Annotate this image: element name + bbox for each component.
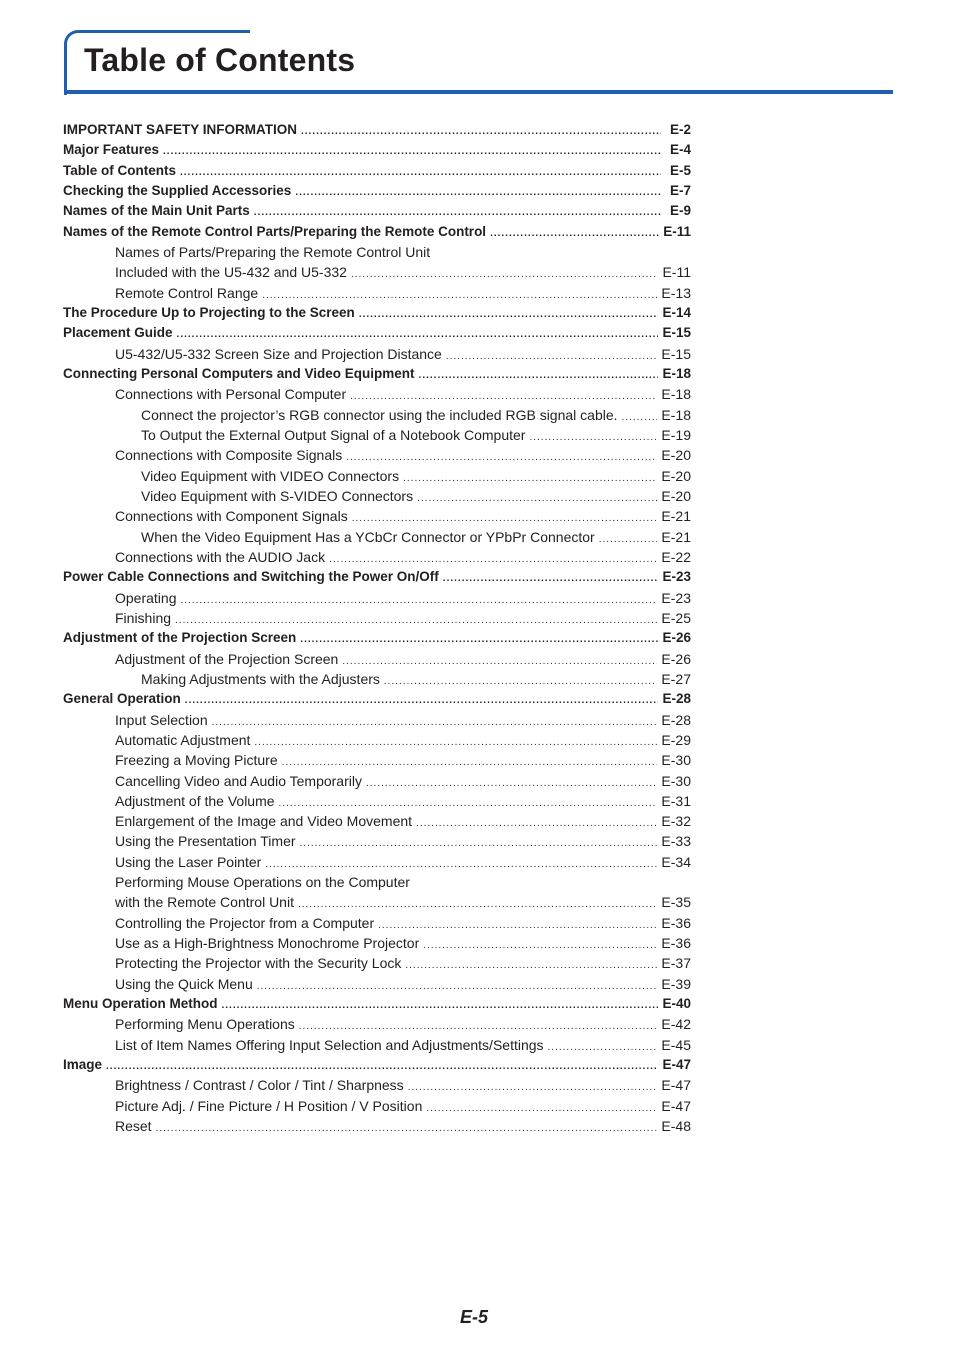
toc-entry[interactable] xyxy=(63,892,691,912)
toc-entry-page: E-18 xyxy=(661,406,691,423)
toc-entry-title: Reset xyxy=(115,1118,152,1135)
toc-leader-dots xyxy=(254,733,657,750)
toc-entry[interactable] xyxy=(63,649,691,669)
toc-entry-page: E-29 xyxy=(661,731,691,748)
toc-entry[interactable] xyxy=(63,181,691,201)
toc-entry-title: Adjustment of the Projection Screen xyxy=(63,630,297,646)
toc-entry-page: E-47 xyxy=(661,1097,691,1114)
toc-entry[interactable] xyxy=(63,486,691,506)
toc-entry-title: IMPORTANT SAFETY INFORMATION xyxy=(63,122,297,137)
toc-entry-page: E-18 xyxy=(661,386,691,403)
toc-entry[interactable] xyxy=(63,425,691,445)
toc-entry-title: Using the Quick Menu xyxy=(115,975,253,992)
toc-entry[interactable] xyxy=(63,628,691,648)
toc-leader-dots xyxy=(490,224,659,242)
toc-entry-title: Using the Laser Pointer xyxy=(115,853,262,870)
toc-entry-page: E-2 xyxy=(669,122,691,137)
toc-entry-title: General Operation xyxy=(63,691,181,707)
toc-entry-page: E-23 xyxy=(661,589,691,606)
toc-entry-page: E-15 xyxy=(661,345,691,362)
toc-leader-dots xyxy=(212,713,658,730)
toc-entry-title: Connect the projector’s RGB connector using the included RGB signal cable. xyxy=(141,406,618,423)
toc-leader-dots xyxy=(403,469,657,486)
toc-entry-title: Included with the U5-432 and U5-332 xyxy=(115,264,347,281)
toc-entry-page: E-18 xyxy=(662,365,691,381)
toc-entry-title: Adjustment of the Projection Screen xyxy=(115,650,339,667)
toc-entry-title: Protecting the Projector with the Security Lock xyxy=(115,955,402,972)
toc-leader-dots xyxy=(279,794,658,811)
toc-entry-page: E-47 xyxy=(661,1077,691,1094)
toc-entry-title: Connecting Personal Computers and Video Equipment xyxy=(63,365,415,381)
toc-entry-page: E-9 xyxy=(669,203,691,219)
page-number: E-5 xyxy=(460,1307,489,1327)
toc-entry-title: Names of the Main Unit Parts xyxy=(63,203,250,219)
toc-entry[interactable] xyxy=(63,242,691,262)
title-frame-fade xyxy=(250,27,950,35)
toc-entry[interactable] xyxy=(63,710,691,730)
toc-entry-page: E-32 xyxy=(661,813,691,830)
toc-entry[interactable] xyxy=(63,608,691,628)
toc-entry-page: E-15 xyxy=(662,325,691,341)
toc-entry[interactable] xyxy=(63,974,691,994)
toc-leader-dots xyxy=(180,163,661,181)
toc-leader-dots xyxy=(257,977,658,994)
toc-leader-dots xyxy=(443,569,659,587)
toc-entry[interactable] xyxy=(63,445,691,465)
toc-entry-page: E-45 xyxy=(661,1036,691,1053)
toc-entry[interactable] xyxy=(63,384,691,404)
toc-leader-dots xyxy=(265,855,657,872)
toc-entry[interactable] xyxy=(63,283,691,303)
toc-entry-title: When the Video Equipment Has a YCbCr Connector or YPbPr Connector xyxy=(141,528,595,545)
table-of-contents xyxy=(63,120,691,1136)
toc-entry-title: List of Item Names Offering Input Selection and Adjustments/Settings xyxy=(115,1036,544,1053)
toc-entry-page: E-28 xyxy=(662,691,691,707)
toc-leader-dots xyxy=(548,1038,658,1055)
toc-leader-dots xyxy=(599,530,658,547)
toc-leader-dots xyxy=(359,305,659,323)
toc-leader-dots xyxy=(299,1017,658,1034)
toc-entry-page: E-30 xyxy=(661,772,691,789)
toc-entry-title: Connections with the AUDIO Jack xyxy=(115,548,326,565)
toc-entry-title: Performing Mouse Operations on the Computer xyxy=(115,874,410,891)
toc-entry[interactable] xyxy=(63,567,691,587)
toc-entry-page: E-36 xyxy=(661,935,691,952)
toc-entry[interactable] xyxy=(63,344,691,364)
toc-entry-title: Enlargement of the Image and Video Movement xyxy=(115,813,413,830)
toc-entry-page: E-28 xyxy=(661,711,691,728)
toc-entry-page: E-30 xyxy=(661,752,691,769)
toc-leader-dots xyxy=(156,1119,658,1136)
toc-entry[interactable] xyxy=(63,994,691,1014)
toc-entry-title: U5-432/U5-332 Screen Size and Projection Distance xyxy=(115,345,442,362)
toc-entry-title: Using the Presentation Timer xyxy=(115,833,296,850)
toc-entry-page: E-11 xyxy=(663,223,691,239)
toc-entry-title: Picture Adj. / Fine Picture / H Position / V Position xyxy=(115,1097,423,1114)
toc-leader-dots xyxy=(254,203,661,221)
toc-entry-title: Input Selection xyxy=(115,711,208,728)
toc-entry-page: E-11 xyxy=(662,264,691,281)
toc-entry[interactable] xyxy=(63,161,691,181)
toc-entry-page: E-19 xyxy=(661,426,691,443)
toc-entry-page: E-47 xyxy=(662,1057,691,1073)
toc-entry-title: Connections with Personal Computer xyxy=(115,386,347,403)
toc-leader-dots xyxy=(378,916,657,933)
toc-entry-title: Menu Operation Method xyxy=(63,996,218,1012)
toc-entry-page: E-20 xyxy=(661,447,691,464)
toc-entry-title: Automatic Adjustment xyxy=(115,731,251,748)
toc-entry[interactable] xyxy=(63,811,691,831)
toc-leader-dots xyxy=(426,1099,657,1116)
toc-entry-page: E-26 xyxy=(661,650,691,667)
toc-entry-title: with the Remote Control Unit xyxy=(115,894,294,911)
toc-leader-dots xyxy=(351,265,659,282)
toc-entry-page: E-13 xyxy=(661,284,691,301)
toc-entry-page: E-31 xyxy=(661,792,691,809)
toc-leader-dots xyxy=(384,672,658,689)
toc-entry-title: Freezing a Moving Picture xyxy=(115,752,278,769)
toc-entry-page: E-21 xyxy=(661,528,691,545)
toc-entry[interactable] xyxy=(63,323,691,343)
toc-entry[interactable] xyxy=(63,791,691,811)
toc-entry[interactable] xyxy=(63,1075,691,1095)
toc-entry-page: E-33 xyxy=(661,833,691,850)
toc-entry-title: Checking the Supplied Accessories xyxy=(63,182,292,198)
toc-entry-page: E-40 xyxy=(662,996,691,1012)
toc-entry-page: E-5 xyxy=(669,162,691,178)
toc-entry-title: Power Cable Connections and Switching the Power On/Off xyxy=(63,569,439,585)
toc-entry-title: Finishing xyxy=(115,609,172,626)
toc-entry[interactable] xyxy=(63,222,691,242)
toc-entry[interactable] xyxy=(63,527,691,547)
title-underline xyxy=(64,90,893,94)
toc-entry[interactable] xyxy=(63,588,691,608)
toc-entry[interactable] xyxy=(63,201,691,221)
toc-entry-title: The Procedure Up to Projecting to the Screen xyxy=(63,304,355,320)
toc-entry-page: E-4 xyxy=(669,142,691,158)
toc-entry-page: E-23 xyxy=(662,569,691,585)
toc-entry-title: Cancelling Video and Audio Temporarily xyxy=(115,772,362,789)
toc-entry-page: E-7 xyxy=(669,182,691,198)
toc-entry[interactable] xyxy=(63,689,691,709)
toc-entry[interactable] xyxy=(63,831,691,851)
toc-entry-title: Adjustment of the Volume xyxy=(115,792,275,809)
toc-entry[interactable] xyxy=(63,120,691,140)
toc-leader-dots xyxy=(329,550,657,567)
toc-leader-dots xyxy=(366,774,657,791)
toc-leader-dots xyxy=(175,611,657,628)
toc-entry[interactable] xyxy=(63,303,691,323)
toc-entry[interactable] xyxy=(63,750,691,770)
toc-entry-title: Operating xyxy=(115,589,177,606)
toc-entry-title: Brightness / Contrast / Color / Tint / Sharpness xyxy=(115,1077,404,1094)
toc-entry[interactable] xyxy=(63,1014,691,1034)
toc-entry-page: E-48 xyxy=(661,1118,691,1135)
toc-leader-dots xyxy=(180,591,657,608)
toc-entry-title: Performing Menu Operations xyxy=(115,1016,295,1033)
toc-entry-title: Image xyxy=(63,1057,103,1073)
toc-entry[interactable] xyxy=(63,364,691,384)
toc-leader-dots xyxy=(177,325,659,343)
toc-leader-dots xyxy=(222,996,659,1014)
toc-leader-dots xyxy=(529,428,657,445)
page-title: Table of Contents xyxy=(84,42,356,78)
toc-entry-title: Controlling the Projector from a Computer xyxy=(115,914,375,931)
toc-leader-dots xyxy=(282,753,658,770)
toc-entry-title: Connections with Component Signals xyxy=(115,508,348,525)
toc-entry[interactable] xyxy=(63,1116,691,1136)
toc-leader-dots xyxy=(300,630,658,648)
toc-leader-dots xyxy=(622,408,658,425)
toc-entry-title: Names of the Remote Control Parts/Preparing the Remote Control xyxy=(63,223,487,239)
toc-leader-dots xyxy=(419,366,659,384)
toc-leader-dots xyxy=(298,895,657,912)
toc-entry-title: Video Equipment with S-VIDEO Connectors xyxy=(141,487,414,504)
toc-leader-dots xyxy=(446,347,658,364)
toc-leader-dots xyxy=(408,1078,658,1095)
toc-entry[interactable] xyxy=(63,140,691,160)
toc-entry-title: To Output the External Output Signal of a Notebook Computer xyxy=(141,426,526,443)
toc-entry-page: E-27 xyxy=(661,670,691,687)
toc-leader-dots xyxy=(301,122,661,140)
toc-entry[interactable] xyxy=(63,669,691,689)
toc-entry[interactable] xyxy=(63,547,691,567)
toc-entry[interactable] xyxy=(63,913,691,933)
toc-entry-title: Connections with Composite Signals xyxy=(115,447,343,464)
toc-entry[interactable] xyxy=(63,771,691,791)
toc-leader-dots xyxy=(417,489,657,506)
toc-entry-page: E-35 xyxy=(661,894,691,911)
toc-leader-dots xyxy=(262,286,657,303)
toc-leader-dots xyxy=(346,448,657,465)
toc-entry-title: Video Equipment with VIDEO Connectors xyxy=(141,467,400,484)
toc-entry[interactable] xyxy=(63,262,691,282)
toc-leader-dots xyxy=(352,509,658,526)
toc-entry-page: E-37 xyxy=(661,955,691,972)
toc-entry[interactable] xyxy=(63,953,691,973)
toc-entry-title: Use as a High-Brightness Monochrome Projector xyxy=(115,935,420,952)
toc-entry-page: E-42 xyxy=(661,1016,691,1033)
toc-leader-dots xyxy=(163,142,661,160)
toc-entry[interactable] xyxy=(63,506,691,526)
toc-entry-page: E-14 xyxy=(662,304,691,320)
toc-leader-dots xyxy=(185,691,659,709)
toc-entry-page: E-34 xyxy=(661,853,691,870)
toc-entry-title: Placement Guide xyxy=(63,325,173,341)
toc-entry[interactable] xyxy=(63,1096,691,1116)
toc-entry[interactable] xyxy=(63,405,691,425)
toc-leader-dots xyxy=(416,814,657,831)
toc-entry-page: E-39 xyxy=(661,975,691,992)
toc-leader-dots xyxy=(106,1057,658,1075)
toc-entry[interactable] xyxy=(63,1055,691,1075)
toc-leader-dots xyxy=(300,834,658,851)
toc-entry-title: Table of Contents xyxy=(63,162,176,178)
toc-entry-page: E-25 xyxy=(661,609,691,626)
toc-leader-dots xyxy=(295,183,661,201)
toc-entry[interactable] xyxy=(63,872,691,892)
toc-leader-dots xyxy=(350,387,657,404)
toc-entry[interactable] xyxy=(63,933,691,953)
toc-entry-title: Remote Control Range xyxy=(115,284,259,301)
toc-entry-page: E-22 xyxy=(661,548,691,565)
toc-entry-title: Making Adjustments with the Adjusters xyxy=(141,670,380,687)
toc-entry-page: E-20 xyxy=(661,487,691,504)
toc-entry-title: Names of Parts/Preparing the Remote Control Unit xyxy=(115,243,431,260)
toc-entry[interactable] xyxy=(63,852,691,872)
toc-leader-dots xyxy=(405,956,657,973)
toc-entry-title: Major Features xyxy=(63,142,160,158)
toc-entry[interactable] xyxy=(63,1035,691,1055)
toc-entry-page: E-26 xyxy=(662,630,691,646)
toc-leader-dots xyxy=(342,652,657,669)
toc-entry-page: E-20 xyxy=(661,467,691,484)
toc-entry[interactable] xyxy=(63,466,691,486)
toc-leader-dots xyxy=(423,936,657,953)
toc-entry-page: E-21 xyxy=(661,508,691,525)
toc-entry-page: E-36 xyxy=(661,914,691,931)
toc-entry[interactable] xyxy=(63,730,691,750)
